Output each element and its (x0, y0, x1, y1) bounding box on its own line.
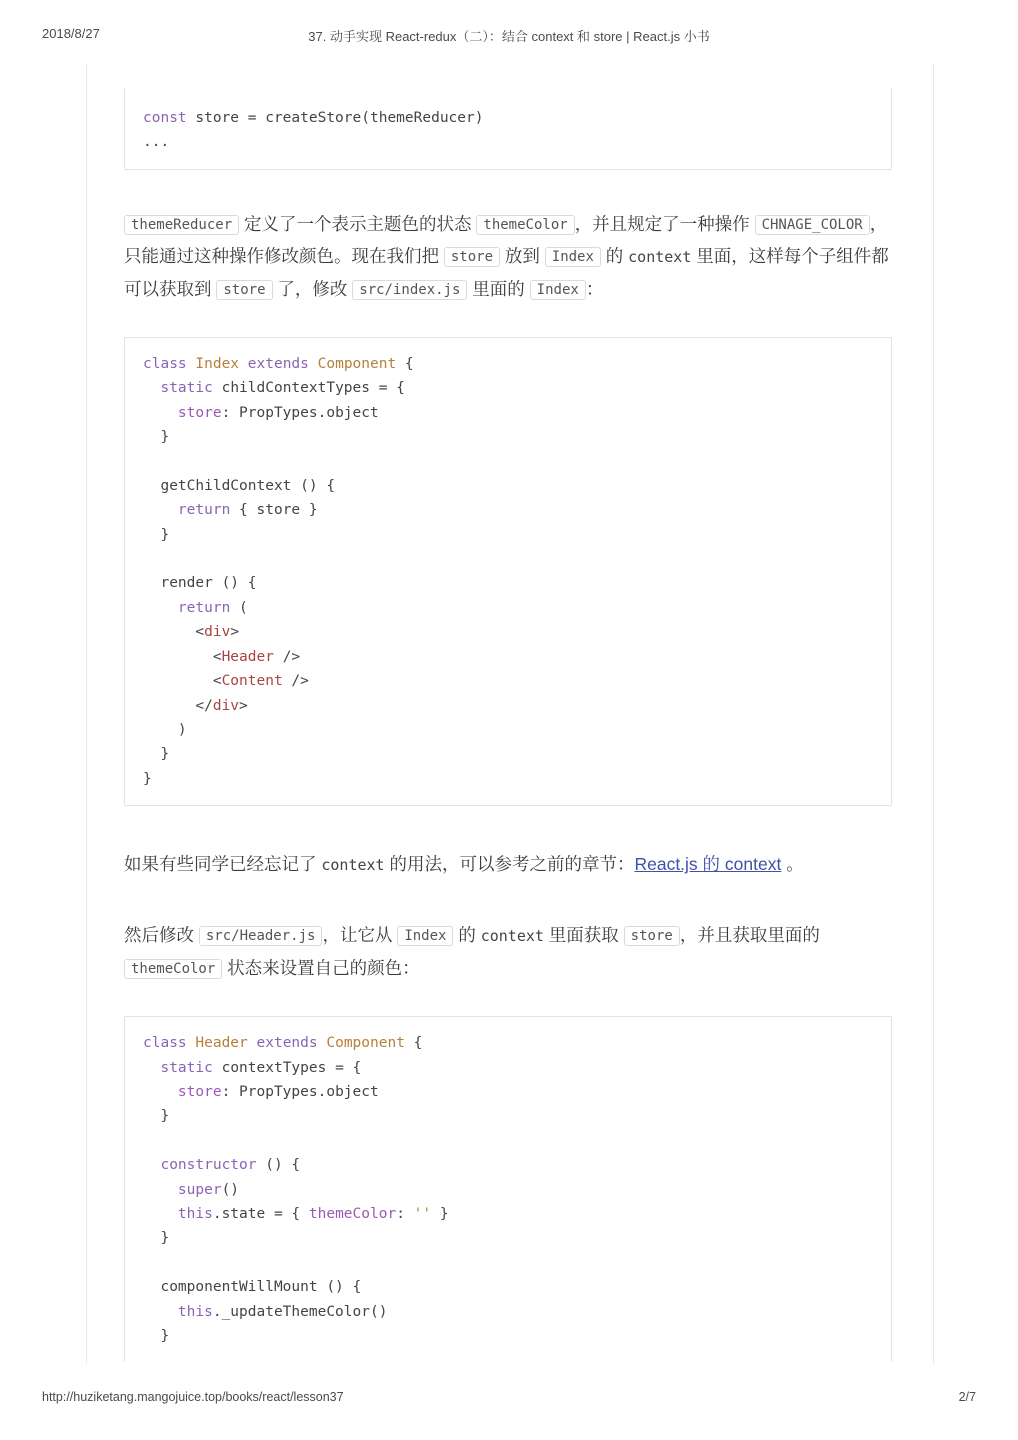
header-title: 37. 动手实现 React-redux（二）：结合 context 和 store | React.js 小书 (308, 29, 710, 44)
page-footer (0, 1390, 1018, 1410)
text-run: 的 (453, 925, 481, 946)
text-run: 里面获取 (543, 925, 624, 946)
text-run: 然后修改 (124, 925, 199, 946)
inline-code-index: Index (545, 247, 601, 267)
page-header (0, 26, 1018, 46)
inline-code-store-3: store (624, 926, 680, 946)
code-block-index-component: class Index extends Component { static childContextTypes = { store: PropTypes.object } getChildContext () { return { store } } render () { return ( <div> <Header /> <Content /> </div> ) } } (124, 337, 892, 806)
paragraph-context-reference (124, 848, 896, 881)
header-date: 2018/8/27 (42, 26, 100, 41)
text-run: 的 (600, 245, 629, 266)
text-run: ，并且获取里面的 (679, 925, 820, 946)
text-run: 里面，这样每个子组件都可以获取到 (124, 245, 889, 299)
inline-code-index-3: Index (397, 926, 453, 946)
inline-plain-context-2: context (321, 856, 385, 875)
text-run: 的用法，可以参考之前的章节： (384, 854, 635, 875)
text-run: 了，修改 (272, 278, 353, 299)
paragraph-header-modify (124, 919, 904, 984)
inline-code-themeColor: themeColor (476, 215, 574, 235)
text-run: 。 (781, 854, 804, 875)
inline-code-themeColor-2: themeColor (124, 959, 222, 979)
inline-plain-context-3: context (480, 927, 544, 946)
inline-code-store: store (444, 247, 500, 267)
text-run: 放到 (500, 245, 545, 266)
code-ellipsis: ... (143, 134, 170, 151)
footer-url: http://huziketang.mangojuice.top/books/react/lesson37 (42, 1390, 344, 1404)
text-run: ，让它从 (322, 925, 398, 946)
text-run: ，并且规定了一种操作 (574, 213, 755, 234)
inline-plain-context: context (628, 247, 692, 266)
code-block-header-component: class Header extends Component { static contextTypes = { store: PropTypes.object } constructor () { super() this.state = { themeColor: '' } } componentWillMount () { this._updateThemeColor() } (124, 1016, 892, 1362)
inline-code-src-header-js: src/Header.js (199, 926, 323, 946)
inline-code-store-2: store (216, 280, 272, 300)
inline-code-index-2: Index (530, 280, 586, 300)
inline-code-chnage-color: CHNAGE_COLOR (755, 215, 870, 235)
text-run: ： (585, 278, 604, 299)
footer-page-number: 2/7 (958, 1390, 976, 1404)
text-run: 定义了一个表示主题色的状态 (239, 213, 477, 234)
code-block-store-create (124, 88, 892, 170)
paragraph-theme-reducer (124, 208, 896, 305)
text-run: 里面的 (467, 278, 530, 299)
link-react-context[interactable]: React.js 的 context (634, 854, 782, 875)
text-run: 状态来设置自己的颜色： (222, 958, 420, 979)
inline-code-themeReducer: themeReducer (124, 215, 239, 235)
document-content (86, 64, 936, 1362)
text-run: ，只能通过这种操作修改颜色。现在我们把 (124, 213, 888, 266)
inline-code-src-index-js: src/index.js (352, 280, 467, 300)
code-keyword: const (143, 110, 187, 126)
code-text: store = createStore(themeReducer) (186, 110, 484, 126)
text-run: 如果有些同学已经忘记了 (124, 854, 322, 875)
